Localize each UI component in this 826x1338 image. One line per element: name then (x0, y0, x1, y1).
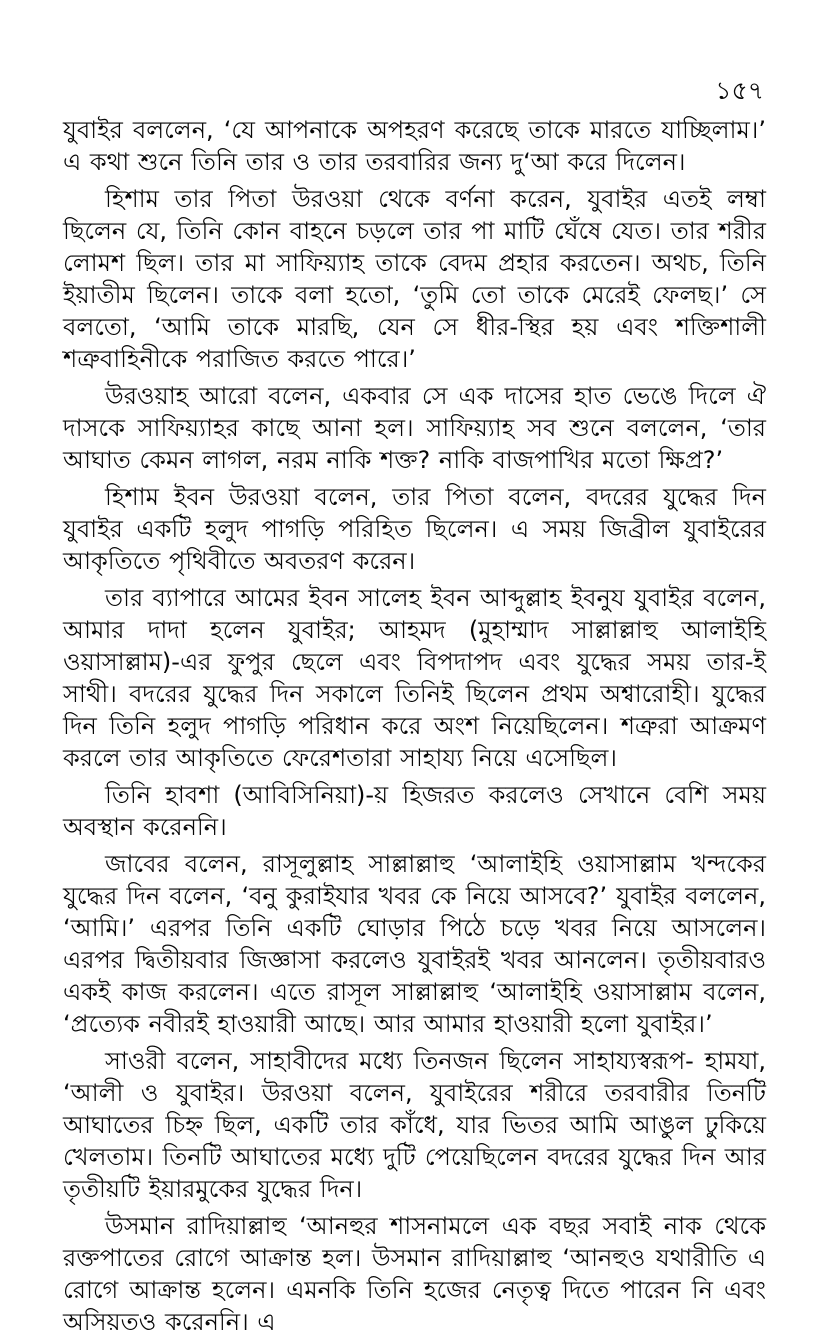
paragraph: হিশাম ইবন উরওয়া বলেন, তার পিতা বলেন, বদরের যুদ্ধের দিন যুবাইর একটি হলুদ পাগড়ি পরিহিত ছিলেন। এ সময় জিব্রীল যুবাইরের আকৃতিতে পৃথিবীতে অবতরণ করেন। (63, 483, 766, 575)
paragraph: উরওয়াহ আরো বলেন, একবার সে এক দাসের হাত ভেঙে দিলে ঐ দাসকে সাফিয়্যাহর কাছে আনা হল। সাফিয়্যাহ সব শুনে বললেন, ‘তার আঘাত কেমন লাগল, নরম নাকি শক্ত? নাকি বাজপাখির মতো ক্ষিপ্র?’ (63, 382, 766, 474)
paragraph: জাবের বলেন, রাসূলুল্লাহ সাল্লাল্লাহু ‘আলাইহি ওয়াসাল্লাম খন্দকের যুদ্ধের দিন বলেন, ‘বনু কুরাইযার খবর কে নিয়ে আসবে?’ যুবাইর বললেন, ‘আমি।’ এরপর তিনি একটি ঘোড়ার পিঠে চড়ে খবর নিয়ে আসলেন। এরপর দ্বিতীয়বার জিজ্ঞাসা করলেও যুবাইরই খবর আনলেন। তৃতীয়বারও একই কাজ করলেন। এতে রাসূল সাল্লাল্লাহু ‘আলাইহি ওয়াসাল্লাম বলেন, ‘প্রত্যেক নবীরই হাওয়ারী আছে। আর আমার হাওয়ারী হলো যুবাইর।’ (63, 850, 766, 1038)
paragraph: সাওরী বলেন, সাহাবীদের মধ্যে তিনজন ছিলেন সাহায্যস্বরূপ- হামযা, ‘আলী ও যুবাইর। উরওয়া বলেন, যুবাইরের শরীরে তরবারীর তিনটি আঘাতের চিহ্ন ছিল, একটি তার কাঁধে, যার ভিতর আমি আঙুল ঢুকিয়ে খেলতাম। তিনটি আঘাতের মধ্যে দুটি পেয়েছিলেন বদরের যুদ্ধের দিন আর তৃতীয়টি ইয়ারমুকের যুদ্ধের দিন। (63, 1047, 766, 1203)
paragraph: তিনি হাবশা (আবিসিনিয়া)-য় হিজরত করলেও সেখানে বেশি সময় অবস্থান করেননি। (63, 781, 766, 841)
paragraph: হিশাম তার পিতা উরওয়া থেকে বর্ণনা করেন, যুবাইর এতই লম্বা ছিলেন যে, তিনি কোন বাহনে চড়লে তার পা মাটি ঘেঁষে যেত। তার শরীর লোমশ ছিল। তার মা সাফিয়্যাহ তাকে বেদম প্রহার করতেন। অথচ, তিনি ইয়াতীম ছিলেন। তাকে বলা হতো, ‘তুমি তো তাকে মেরেই ফেলছ।’ সে বলতো, ‘আমি তাকে মারছি, যেন সে ধীর-স্থির হয় এবং শক্তিশালী শত্রুবাহিনীকে পরাজিত করতে পারে।’ (63, 185, 766, 373)
text-block (63, 114, 766, 1338)
paragraph: যুবাইর বললেন, ‘যে আপনাকে অপহরণ করেছে তাকে মারতে যাচ্ছিলাম।’ এ কথা শুনে তিনি তার ও তার তরবারির জন্য দু‘আ করে দিলেন। (63, 116, 766, 176)
paragraph: তার ব্যাপারে আমের ইবন সালেহ ইবন আব্দুল্লাহ ইবনুয যুবাইর বলেন, আমার দাদা হলেন যুবাইর; আহমদ (মুহাম্মাদ সাল্লাল্লাহু আলাইহি ওয়াসাল্লাম)-এর ফুপুর ছেলে এবং বিপদাপদ এবং যুদ্ধের সময় তার-ই সাথী। বদরের যুদ্ধের দিন সকালে তিনিই ছিলেন প্রথম অশ্বারোহী। যুদ্ধের দিন তিনি হলুদ পাগড়ি পরিধান করে অংশ নিয়েছিলেন। শত্রুরা আক্রমণ করলে তার আকৃতিতে ফেরেশতারা সাহায্য নিয়ে এসেছিল। (63, 584, 766, 772)
page-number: ১৫৭ (715, 76, 764, 105)
paragraph: উসমান রাদিয়াল্লাহু ‘আনহুর শাসনামলে এক বছর সবাই নাক থেকে রক্তপাতের রোগে আক্রান্ত হল। উসমান রাদিয়াল্লাহু ‘আনহুও যথারীতি এ রোগে আক্রান্ত হলেন। এমনকি তিনি হজের নেতৃত্ব দিতে পারেন নি এবং অসিয়তও করেননি। এ (63, 1212, 766, 1336)
